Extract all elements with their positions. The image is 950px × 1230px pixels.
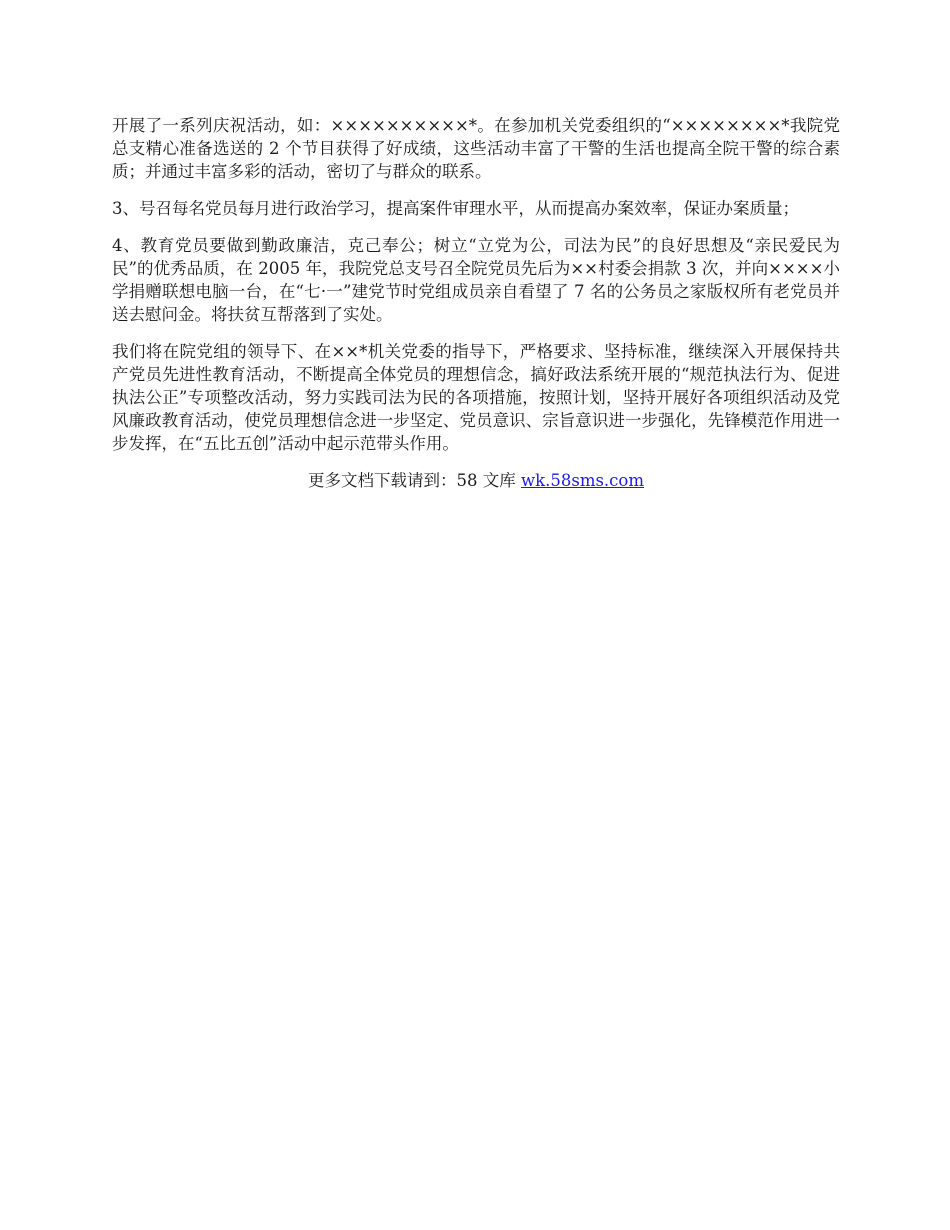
- paragraph-future-plans: 我们将在院党组的领导下、在××*机关党委的指导下，严格要求、坚持标准，继续深入开展保持共产党员先进性教育活动，不断提高全体党员的理想信念，搞好政法系统开展的“规范执法行为、促进执法公正”专项整改活动，努力实践司法为民的各项措施，按照计划，坚持开展好各项组织活动及党风廉政教育活动，使党员理想信念进一步坚定、党员意识、宗旨意识进一步强化，先锋模范作用进一步发挥，在“五比五创”活动中起示范带头作用。: [112, 342, 840, 453]
- paragraph-integrity-education: 4、教育党员要做到勤政廉洁，克己奉公；树立“立党为公，司法为民”的良好思想及“亲民爱民为民”的优秀品质，在 2005 年，我院党总支号召全院党员先后为××村委会捐款 3 次，并向××××小学捐赠联想电脑一台，在“七·一”建党节时党组成员亲自看望了 7 名的公务员之家版权所有老党员并送去慰问金。将扶贫互帮落到了实处。: [112, 236, 840, 324]
- download-footer: [112, 469, 840, 492]
- footer-website-link[interactable]: wk.58sms.com: [520, 471, 644, 490]
- footer-prefix-text: 更多文档下载请到：58 文库: [307, 471, 521, 490]
- paragraph-celebration-activities: 开展了一系列庆祝活动，如：××××××××××*。在参加机关党委组织的“××××××××*我院党总支精心准备选送的 2 个节目获得了好成绩，这些活动丰富了干警的生活也提高全院干警的综合素质；并通过丰富多彩的活动，密切了与群众的联系。: [112, 116, 840, 181]
- paragraph-political-study: 3、号召每名党员每月进行政治学习，提高案件审理水平，从而提高办案效率，保证办案质量；: [112, 199, 799, 218]
- document-page: [112, 114, 840, 492]
